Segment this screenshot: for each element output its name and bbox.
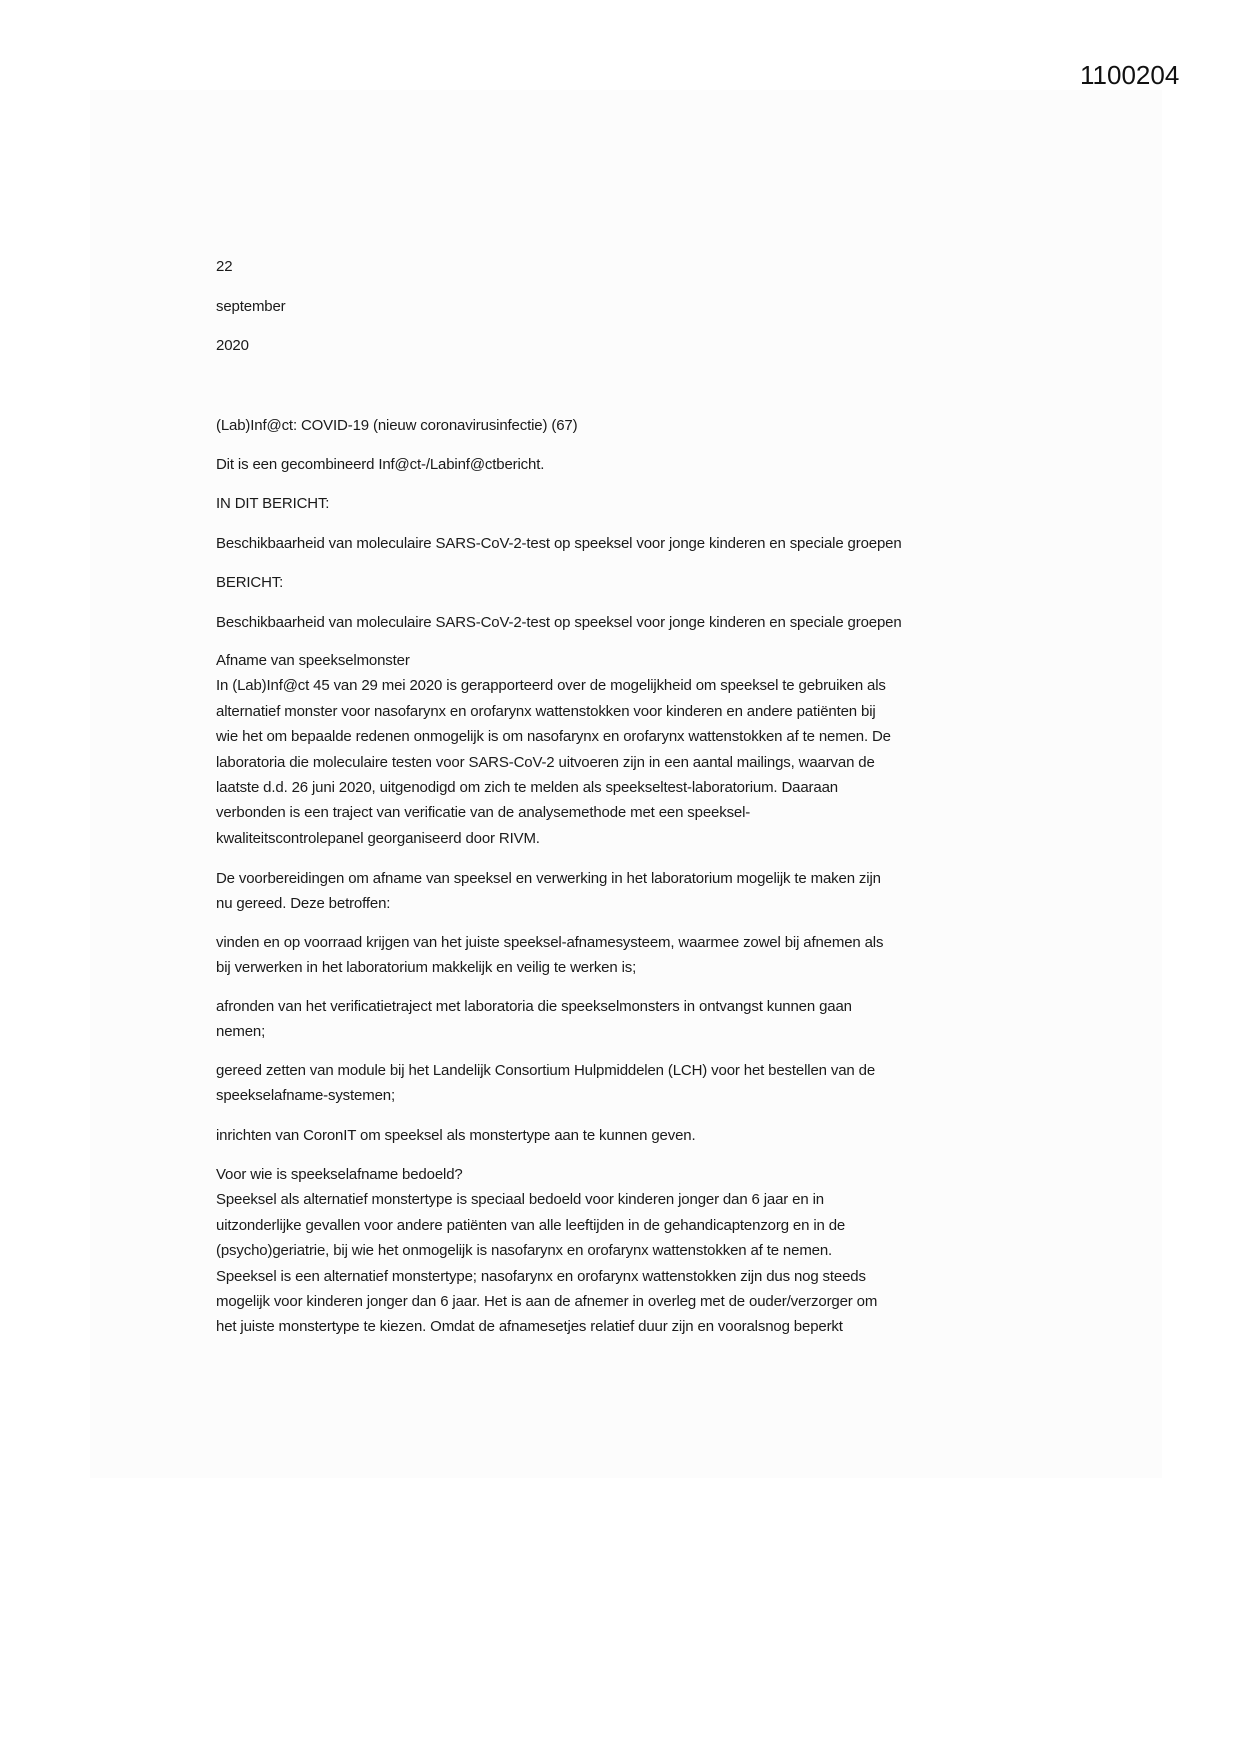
preparation-item bbox=[216, 1123, 696, 1148]
paragraph-line: uitzonderlijke gevallen voor andere patiënten van alle leeftijden in de gehandicaptenzorg en in de bbox=[216, 1216, 846, 1234]
section-heading: Voor wie is speekselafname bedoeld? bbox=[216, 1166, 463, 1183]
section-afname bbox=[216, 648, 891, 851]
paragraph-line: inrichten van CoronIT om speeksel als monstertype aan te kunnen geven. bbox=[216, 1127, 696, 1144]
preparation-item bbox=[216, 1058, 875, 1109]
paragraph-line: speekselafname-systemen; bbox=[216, 1087, 395, 1105]
in-dit-bericht-item: Beschikbaarheid van moleculaire SARS-CoV-2-test op speeksel voor jonge kinderen en speciale groepen bbox=[216, 535, 902, 552]
paragraph-line: nemen; bbox=[216, 1023, 266, 1041]
paragraph-line: nu gereed. Deze betroffen: bbox=[216, 895, 391, 913]
preparation-item bbox=[216, 994, 852, 1045]
paragraph-line: laatste d.d. 26 juni 2020, uitgenodigd om zich te melden als speekseltest-laboratorium. Daaraan bbox=[216, 779, 838, 797]
bericht-label: BERICHT: bbox=[216, 574, 284, 591]
paragraph-line: mogelijk voor kinderen jonger dan 6 jaar. Het is aan de afnemer in overleg met de ouder/verzorger om bbox=[216, 1293, 878, 1311]
section-voor-wie bbox=[216, 1162, 877, 1340]
paragraph-line: vinden en op voorraad krijgen van het juiste speeksel-afnamesysteem, waarmee zowel bij afnemen als bbox=[216, 934, 884, 951]
section-heading: Afname van speekselmonster bbox=[216, 652, 410, 669]
paragraph-line: Speeksel als alternatief monstertype is speciaal bedoeld voor kinderen jonger dan 6 jaar en in bbox=[216, 1191, 824, 1209]
paragraph-line: alternatief monster voor nasofarynx en orofarynx wattenstokken voor kinderen en andere patiënten bij bbox=[216, 702, 876, 720]
preparations-intro bbox=[216, 866, 881, 917]
paragraph-line: (psycho)geriatrie, bij wie het onmogelijk is nasofarynx en orofarynx wattenstokken af te nemen. bbox=[216, 1242, 833, 1260]
paragraph-line: laboratoria die moleculaire testen voor SARS-CoV-2 uitvoeren zijn in een aantal mailings, waarvan de bbox=[216, 753, 875, 771]
date-year: 2020 bbox=[216, 337, 249, 354]
paragraph-line: gereed zetten van module bij het Landelijk Consortium Hulpmiddelen (LCH) voor het bestellen van de bbox=[216, 1062, 876, 1079]
intro-text: Dit is een gecombineerd Inf@ct-/Labinf@ctbericht. bbox=[216, 456, 545, 473]
date-month: september bbox=[216, 298, 286, 315]
message-title: (Lab)Inf@ct: COVID-19 (nieuw coronavirusinfectie) (67) bbox=[216, 417, 578, 434]
paragraph-line: het juiste monstertype te kiezen. Omdat de afnamesetjes relatief duur zijn en vooralsnog beperkt bbox=[216, 1318, 843, 1336]
document-number: 1100204 bbox=[1080, 60, 1180, 90]
paragraph-line: In (Lab)Inf@ct 45 van 29 mei 2020 is gerapporteerd over de mogelijkheid om speeksel te gebruiken als bbox=[216, 677, 886, 695]
in-dit-bericht-label: IN DIT BERICHT: bbox=[216, 495, 330, 512]
bericht-heading: Beschikbaarheid van moleculaire SARS-CoV-2-test op speeksel voor jonge kinderen en speciale groepen bbox=[216, 614, 902, 631]
paragraph-line: wie het om bepaalde redenen onmogelijk is om nasofarynx en orofarynx wattenstokken af te nemen. De bbox=[216, 728, 891, 746]
paragraph-line: kwaliteitscontrolepanel georganiseerd door RIVM. bbox=[216, 829, 540, 847]
paragraph-line: Speeksel is een alternatief monstertype; nasofarynx en orofarynx wattenstokken zijn dus nog steeds bbox=[216, 1267, 866, 1285]
paragraph-line: afronden van het verificatietraject met laboratoria die speekselmonsters in ontvangst kunnen gaan bbox=[216, 998, 852, 1015]
paragraph-line: bij verwerken in het laboratorium makkelijk en veilig te werken is; bbox=[216, 959, 637, 977]
preparation-item bbox=[216, 930, 883, 981]
date-day: 22 bbox=[216, 258, 233, 275]
paragraph-line: De voorbereidingen om afname van speeksel en verwerking in het laboratorium mogelijk te maken zijn bbox=[216, 870, 881, 887]
paragraph-line: verbonden is een traject van verificatie van de analysemethode met een speeksel- bbox=[216, 804, 751, 822]
